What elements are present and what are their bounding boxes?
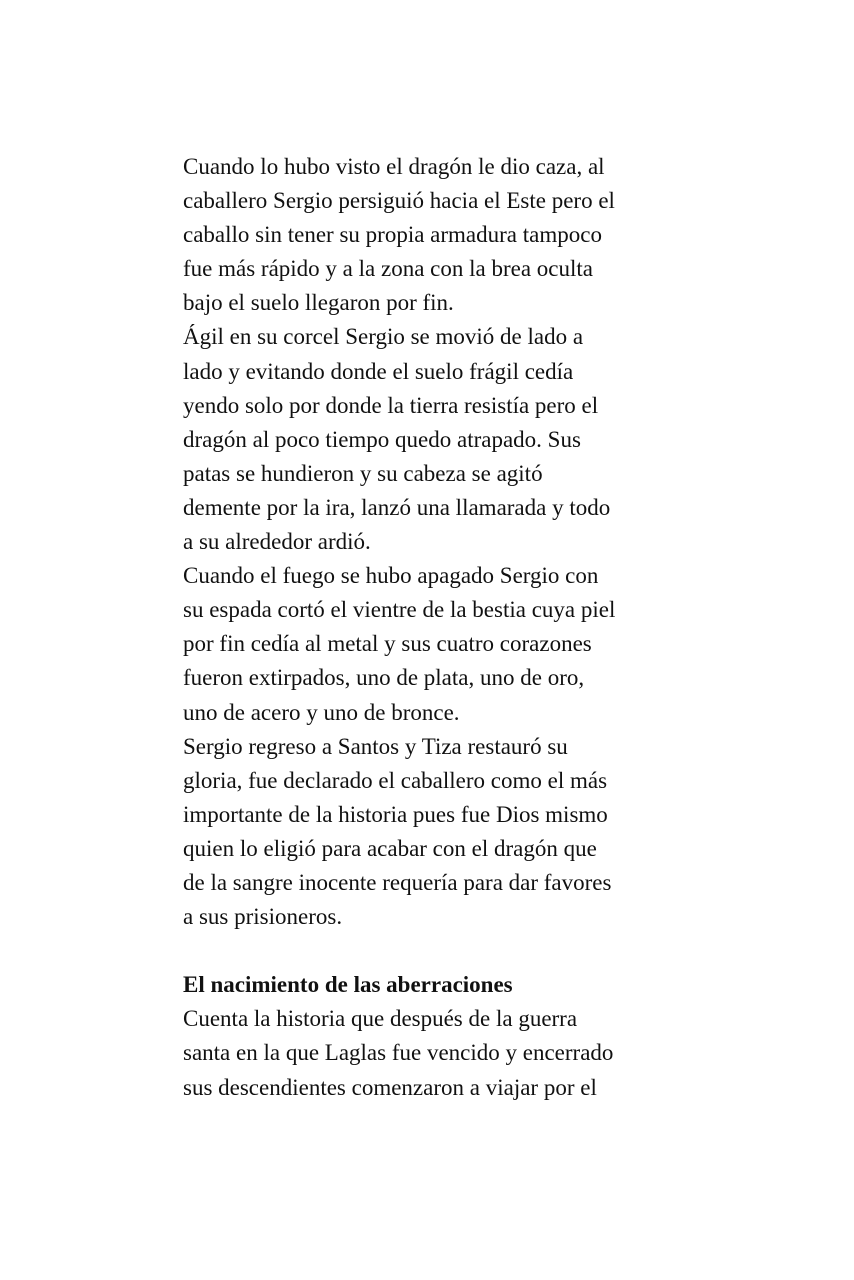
text-line: Cuando lo hubo visto el dragón le dio caza, al xyxy=(183,154,605,179)
text-line: importante de la historia pues fue Dios mismo xyxy=(183,801,608,827)
text-line: yendo solo por donde la tierra resistía pero el xyxy=(183,392,599,418)
text-line: Sergio regreso a Santos y Tiza restauró su xyxy=(183,733,568,759)
text-line: su espada cortó el vientre de la bestia cuya piel xyxy=(183,597,616,623)
text-line: Cuando el fuego se hubo apagado Sergio con xyxy=(183,563,599,589)
text-line: quien lo eligió para acabar con el dragón que xyxy=(183,835,597,861)
text-line: a su alrededor ardió. xyxy=(183,529,371,555)
section-aberrations xyxy=(183,968,683,1104)
text-line: patas se hundieron y su cabeza se agitó xyxy=(183,460,543,486)
paragraph-dragon-chase xyxy=(183,150,683,320)
section-heading: El nacimiento de las aberraciones xyxy=(183,972,513,998)
text-line: de la sangre inocente requería para dar favores xyxy=(183,869,612,895)
text-line: dragón al poco tiempo quedo atrapado. Sus xyxy=(183,426,581,452)
text-line: uno de acero y uno de bronce. xyxy=(183,699,460,725)
text-line: Ágil en su corcel Sergio se movió de lado a xyxy=(183,324,584,350)
text-line: gloria, fue declarado el caballero como el más xyxy=(183,767,608,793)
paragraph-sergio-return xyxy=(183,730,683,935)
text-line: caballero Sergio persiguió hacia el Este pero el xyxy=(183,188,615,214)
text-line: lado y evitando donde el suelo frágil cedía xyxy=(183,358,574,384)
paragraph-four-hearts xyxy=(183,559,683,729)
text-line: por fin cedía al metal y sus cuatro corazones xyxy=(183,631,592,657)
text-body xyxy=(183,150,683,1105)
text-line: fue más rápido y a la zona con la brea oculta xyxy=(183,256,593,282)
text-line: sus descendientes comenzaron a viajar por el xyxy=(183,1074,597,1100)
text-line: santa en la que Laglas fue vencido y encerrado xyxy=(183,1040,614,1066)
text-line: caballo sin tener su propia armadura tampoco xyxy=(183,222,602,248)
text-line: fueron extirpados, uno de plata, uno de oro, xyxy=(183,665,585,691)
blank-line xyxy=(183,934,683,968)
text-line: Cuenta la historia que después de la guerra xyxy=(183,1006,578,1032)
text-line: a sus prisioneros. xyxy=(183,904,343,930)
text-line: demente por la ira, lanzó una llamarada y todo xyxy=(183,494,611,520)
text-line: bajo el suelo llegaron por fin. xyxy=(183,290,454,316)
paragraph-dragon-trapped xyxy=(183,320,683,559)
